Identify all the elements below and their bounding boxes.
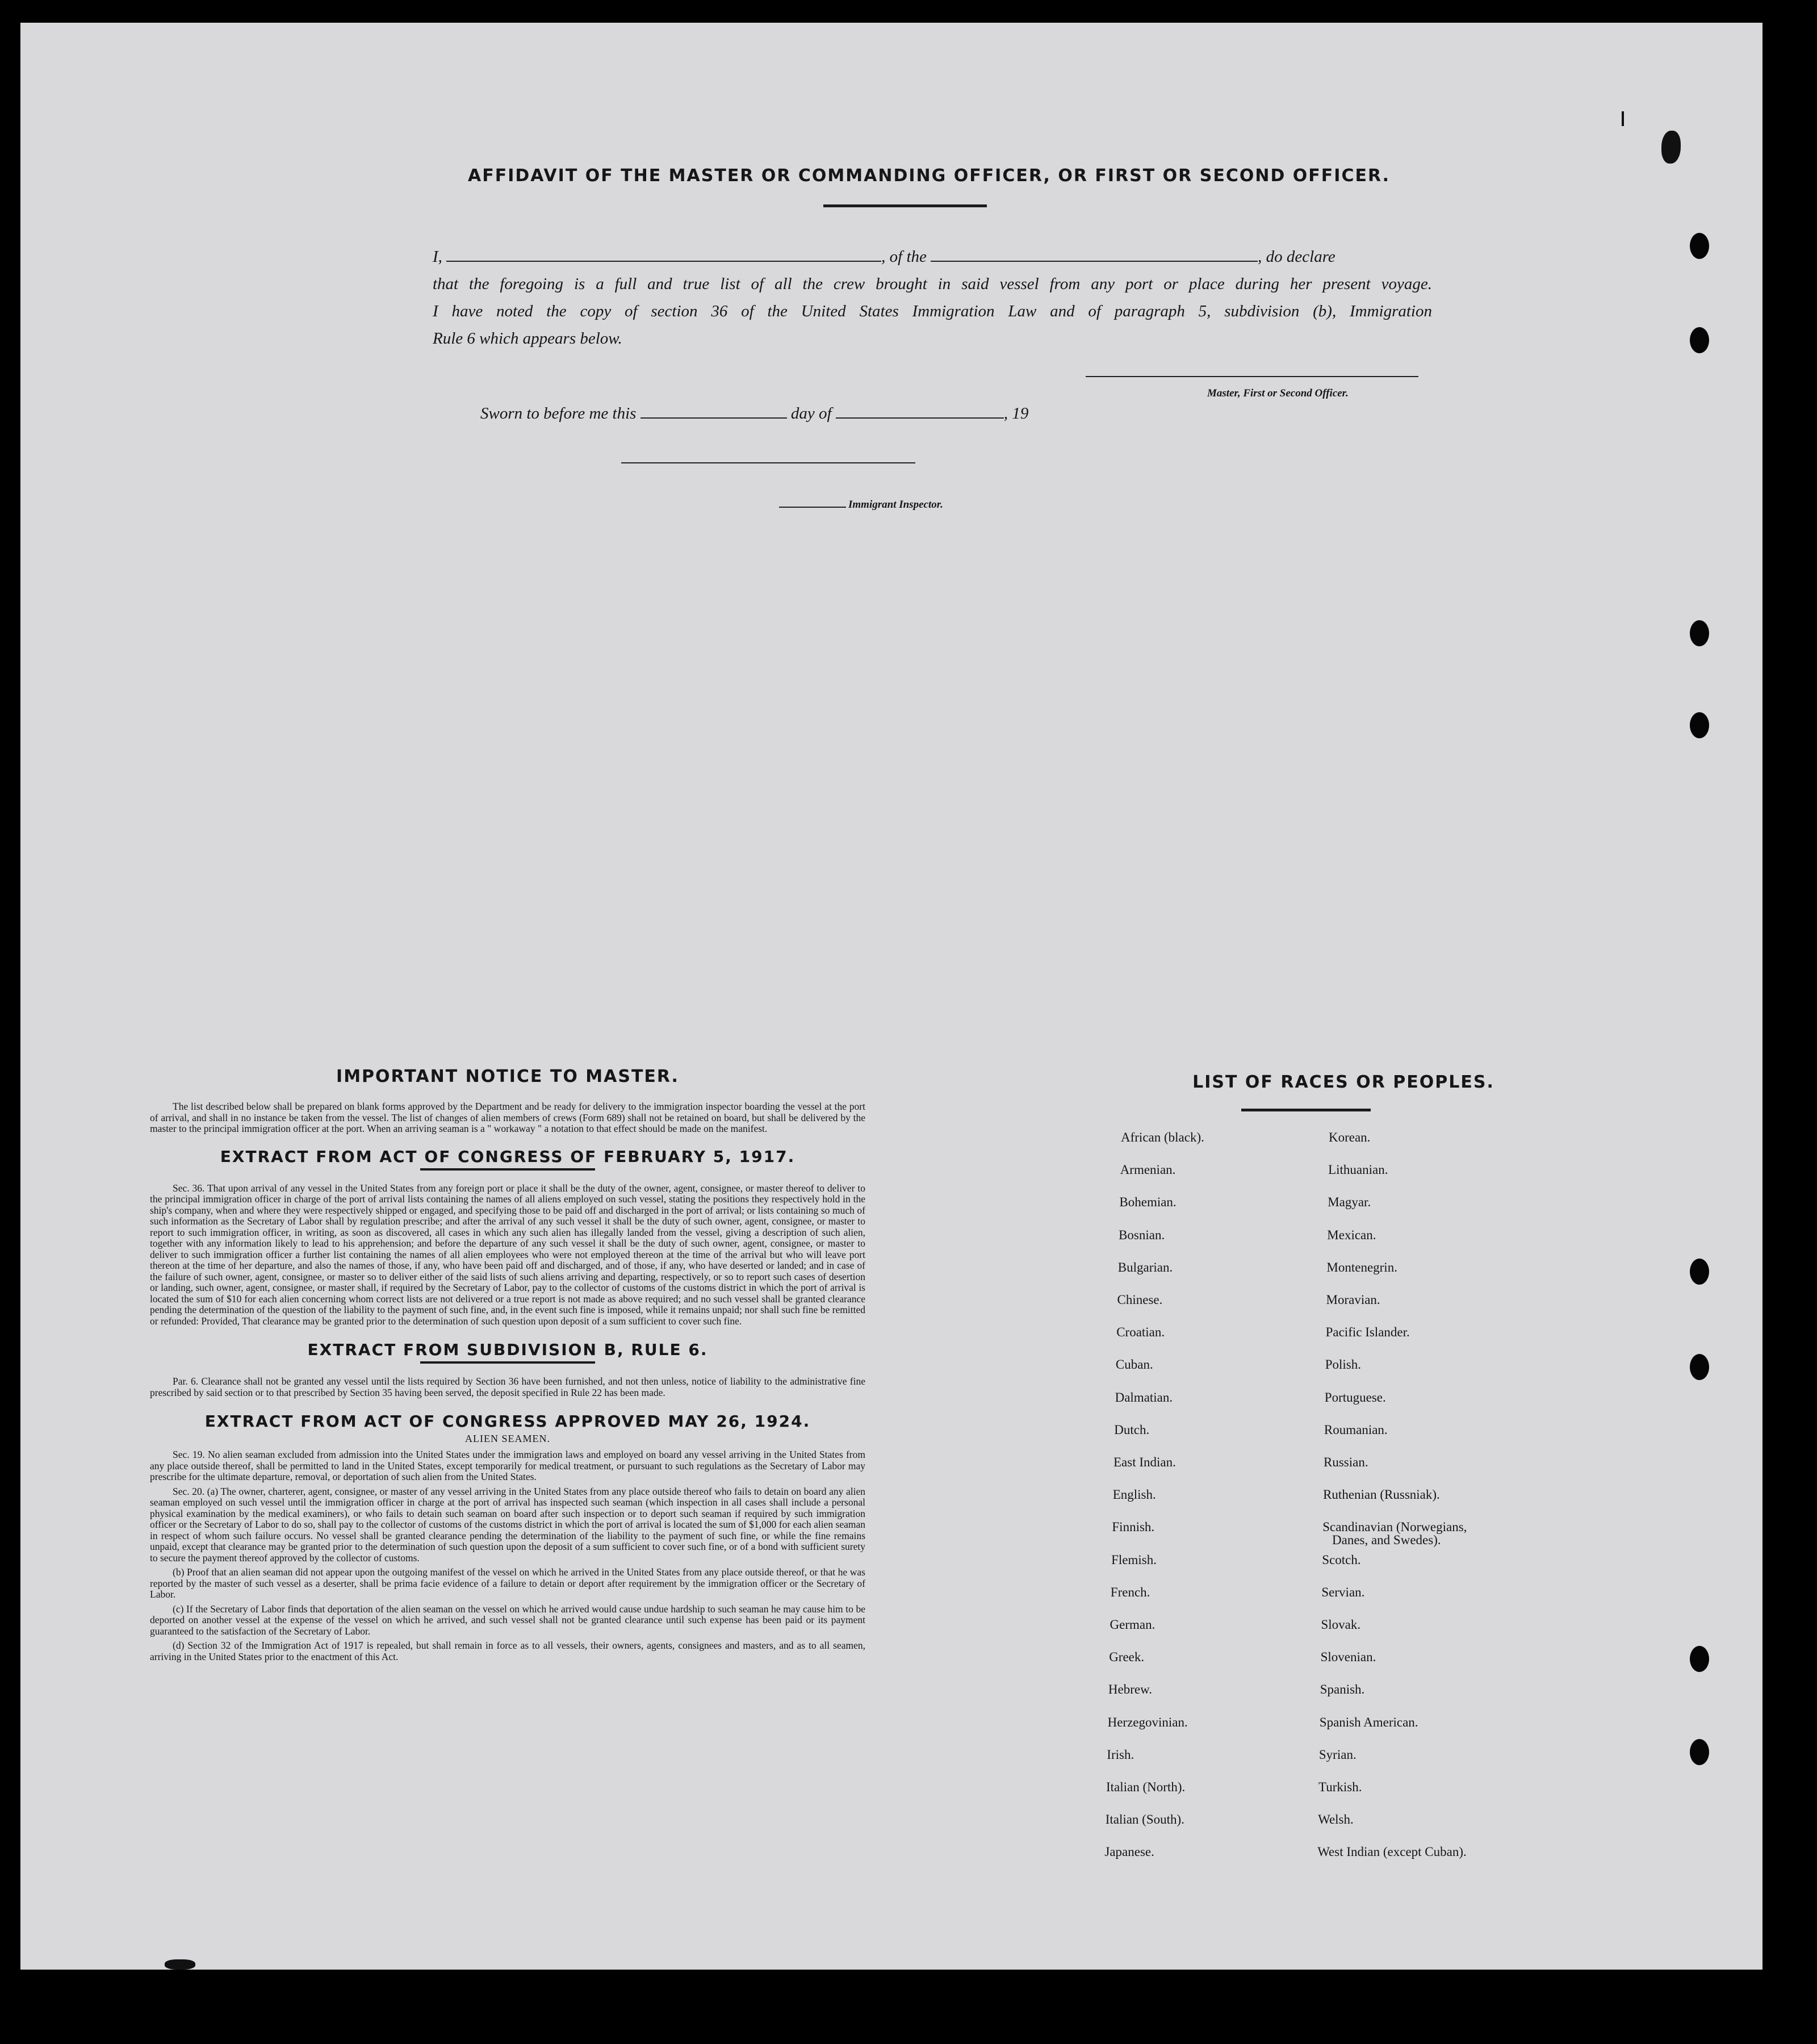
extract1-rule (420, 1168, 595, 1171)
sworn-label: Sworn to before me this (480, 404, 637, 423)
race-item: Italian (North). (1106, 1780, 1186, 1794)
race-item: Greek. (1109, 1650, 1145, 1665)
punch-hole (1690, 233, 1709, 259)
extract2-title: EXTRACT FROM SUBDIVISION B, RULE 6. (307, 1340, 708, 1359)
race-item: Turkish. (1318, 1780, 1362, 1794)
sec20a-body: Sec. 20. (a) The owner, charterer, agent, consignee, or master of any vessel arriving in the United States from any place outside thereof who fails to detain on board any alien seaman employed on such vessel until the immigration officer in charge at the port of arrival has inspected such seaman (which inspection in all cases shall include a personal physical examination by the medical examiners), or who fails to detain such seaman on board after such inspection or to deport such seaman if required by such immigration officer or the Secretary of Labor to do so, shall pay to the collector of customs of the customs district in which the port of arrival is located the sum of $1,000 for each alien seaman in respect of whom such failure occurs. No vessel shall be granted clearance pending the determination of the liability to the payment of such fine, or while the fine remains unpaid, except that clearance may be granted prior to the determination of such question upon the deposit of a sum sufficient to cover such fine, or of a bond with sufficient surety to secure the payment thereof approved by the collector of customs. (150, 1485, 865, 1564)
race-item: Polish. (1325, 1357, 1361, 1372)
notice-title: IMPORTANT NOTICE TO MASTER. (336, 1067, 679, 1086)
race-item: African (black). (1121, 1130, 1204, 1144)
race-item: Bulgarian. (1117, 1260, 1173, 1274)
race-item: German. (1110, 1617, 1155, 1632)
master-name-field[interactable] (446, 260, 881, 262)
race-item: Portuguese. (1324, 1390, 1386, 1405)
race-item: Finnish. (1112, 1520, 1155, 1535)
race-item: Slovak. (1321, 1617, 1361, 1632)
sworn-month-field[interactable] (836, 417, 1004, 419)
race-item: Dutch. (1114, 1422, 1150, 1437)
punch-hole (1690, 1646, 1709, 1672)
punch-hole (1690, 1259, 1709, 1285)
race-item: Moravian. (1326, 1293, 1380, 1307)
sec20c-body: (c) If the Secretary of Labor finds that deportation of the alien seaman on the vessel on which he arrived would cause undue hardship to such seaman he may cause him to be deported on another vessel at the expense of the vessel on which he arrived, and such vessel shall not be granted clearance until such expense has been paid or its payment guaranteed to the satisfaction of the Secretary of Labor. (150, 1603, 865, 1637)
form-sheet (20, 23, 1762, 1970)
race-item: Flemish. (1111, 1552, 1157, 1567)
race-item: Croatian. (1116, 1325, 1165, 1340)
day-of-label: day of (790, 404, 832, 423)
inspector-name-field[interactable] (779, 506, 846, 508)
extract3-subtitle: ALIEN SEAMEN. (465, 1433, 550, 1444)
extract2-body: Par. 6. Clearance shall not be granted any vessel until the lists required by Section 36 have been furnished, and not then unless, notice of liability to the administrative fine prescribed by said section or to that prescribed by Section 35 having been served, the deposit specified in Rule 22 has been made. (150, 1376, 865, 1398)
race-item: Herzegovinian. (1107, 1715, 1188, 1729)
punch-hole (1690, 327, 1709, 353)
race-item: Russian. (1324, 1455, 1368, 1469)
extract1-body: Sec. 36. That upon arrival of any vessel in the United States from any foreign port or place it shall be the duty of the owner, agent, consignee, or master thereof to deliver to the principal immigration officer in charge of the port of arrival lists containing the names of all aliens employed on such vessel, stating the positions they respectively hold in the ship's company, when and where they were respectively shipped or engaged, and specifying those to be paid off and discharged in the port of arrival; or lists containing so much of such information as the Secretary of Labor shall by regulation prescribe; and after the arrival of any such vessel it shall be the duty of such owner, agent, consignee, or master to report to such immigration officer, in writing, as soon as discovered, all cases in which any such alien has illegally landed from the vessel, giving a description of such alien, together with any information likely to lead to his apprehension; and before the departure of any such vessel it shall be the duty of such owner, agent, consignee, or master to deliver to such immigration officer a further list containing the names of all alien employees who were not employed thereon at the time of the arrival but who will leave port thereon at the time of her departure, and also the names of those, if any, who have been paid off and discharged, and of those, if any, who have deserted or landed; and in case of the failure of such owner, agent, consignee, or master so to deliver either of the said lists of such aliens arriving and departing, respectively, or so to report such cases of desertion or landing, such owner, agent, consignee, or master shall, if required by the Secretary of Labor, pay to the collector of customs of the customs district in which the port of arrival is located the sum of $10 for each alien concerning whom correct lists are not delivered or a true report is not made as above required; and no such vessel shall be granted clearance pending the determination of the question of the liability to the payment of such fine, and, in the event such fine is imposed, while it remains unpaid; nor shall such fine be remitted or refunded: Provided, That clearance may be granted prior to the determination of such question upon deposit of a sum sufficient to cover such fine. (150, 1182, 865, 1327)
affidavit-i-label: I, (433, 248, 442, 266)
vessel-name-field[interactable] (931, 260, 1258, 262)
inspector-signature-line[interactable] (621, 462, 915, 463)
notice-body: The list described below shall be prepared on blank forms approved by the Department and be ready for delivery to the immigration inspector boarding the vessel at the port of arrival, and shall in no instance be taken from the vessel. The list of changes of alien members of crews (Form 689) shall not be retained on board, but shall be delivered by the master to the principal immigration officer at the port. When an arriving seaman is a " workaway " a notation to that effect should be made on the manifest. (150, 1101, 865, 1134)
race-item: Armenian. (1120, 1163, 1176, 1177)
affidavit-of-the: , of the (881, 248, 927, 266)
extract2-rule (420, 1361, 595, 1364)
race-item: Montenegrin. (1326, 1260, 1397, 1274)
affidavit-body (433, 243, 1432, 352)
race-item: Pacific Islander. (1325, 1325, 1410, 1340)
affidavit-title: AFFIDAVIT OF THE MASTER OR COMMANDING OFFICER, OR FIRST OR SECOND OFFICER. (467, 166, 1391, 186)
race-item: Bosnian. (1119, 1227, 1165, 1242)
race-item: Scandinavian (Norwegians, (1322, 1520, 1467, 1535)
race-item: Italian (South). (1105, 1812, 1184, 1827)
corner-ink-mark (1622, 111, 1624, 126)
race-item: Spanish. (1320, 1682, 1365, 1697)
sec19-body: Sec. 19. No alien seaman excluded from admission into the United States under the immigration laws and employed on board any vessel arriving in the United States from any place outside thereof, shall be permitted to land in the United States, except temporarily for medical treatment, or pursuant to such regulations as the Secretary of Labor may prescribe for the ultimate departure, removal, or deportation of such alien from the United States. (150, 1449, 865, 1482)
race-item: Slovenian. (1320, 1650, 1376, 1665)
affidavit-line-1 (433, 243, 1432, 270)
extract1-title: EXTRACT FROM ACT OF CONGRESS OF FEBRUARY 5, 1917. (220, 1147, 796, 1166)
race-item: Hebrew. (1108, 1682, 1152, 1697)
sworn-day-field[interactable] (640, 417, 787, 419)
affidavit-do-declare: , do declare (1258, 248, 1335, 266)
race-item: French. (1110, 1585, 1150, 1599)
race-item: Lithuanian. (1328, 1163, 1388, 1177)
affidavit-title-rule (823, 204, 987, 207)
punch-hole (1690, 1739, 1709, 1765)
race-item: Syrian. (1318, 1747, 1357, 1762)
race-item: Magyar. (1328, 1195, 1371, 1210)
race-scandinavian-cont: Danes, and Swedes). (1332, 1533, 1441, 1547)
race-item: Ruthenian (Russniak). (1323, 1487, 1440, 1502)
race-item: Korean. (1329, 1130, 1371, 1144)
race-item: Spanish American. (1319, 1715, 1418, 1729)
master-signature-line[interactable] (1086, 376, 1418, 377)
race-item: Irish. (1107, 1747, 1134, 1762)
race-item: Dalmatian. (1115, 1390, 1173, 1405)
corner-ink-mark (1661, 131, 1681, 164)
punch-hole (1690, 712, 1709, 738)
affidavit-line-3: I have noted the copy of section 36 of the United States Immigration Law and of paragraph 5, subdivision (b), Immigration (433, 302, 1432, 320)
bottom-edge-smudge (165, 1959, 195, 1970)
inspector-caption: Immigrant Inspector. (848, 499, 943, 511)
race-item: English. (1112, 1487, 1156, 1502)
extract3-title: EXTRACT FROM ACT OF CONGRESS APPROVED MAY 26, 1924. (204, 1412, 811, 1431)
sec20b-body: (b) Proof that an alien seaman did not appear upon the outgoing manifest of the vessel on which he arrived in the United States from any place outside thereof, or that he was reported by the master of such vessel as a deserter, shall be prima facie evidence of a failure to detain or deport after requirement by the immigration officer or the Secretary of Labor. (150, 1566, 865, 1600)
sec20d-body: (d) Section 32 of the Immigration Act of 1917 is repealed, but shall remain in force as to all vessels, their owners, agents, consignees and masters, and as to all seamen, arriving in the United States prior to the enactment of this Act. (150, 1640, 865, 1662)
race-item: Servian. (1321, 1585, 1365, 1599)
punch-hole (1690, 1354, 1709, 1380)
year-prefix: , 19 (1003, 404, 1029, 423)
race-item: Mexican. (1327, 1227, 1376, 1242)
important-notice-section (150, 1067, 865, 1666)
race-item: Roumanian. (1324, 1422, 1388, 1437)
sworn-line (480, 404, 1028, 423)
affidavit-line-4: Rule 6 which appears below. (433, 329, 622, 348)
race-item: Scotch. (1322, 1552, 1361, 1567)
inspector-caption-row (779, 499, 943, 511)
race-item: Cuban. (1115, 1357, 1153, 1372)
race-item: West Indian (except Cuban). (1317, 1845, 1467, 1859)
races-title: LIST OF RACES OR PEOPLES. (1192, 1072, 1494, 1092)
race-item: Japanese. (1104, 1845, 1154, 1859)
affidavit-line-2: that the foregoing is a full and true list of all the crew brought in said vessel from any port or place during her present voyage. (433, 275, 1432, 293)
master-signature-caption: Master, First or Second Officer. (1207, 387, 1349, 399)
race-item: Chinese. (1117, 1293, 1163, 1307)
punch-hole (1690, 620, 1709, 646)
race-item: East Indian. (1113, 1455, 1176, 1469)
race-item: Welsh. (1318, 1812, 1354, 1827)
race-item: Bohemian. (1119, 1195, 1177, 1210)
races-title-rule (1241, 1109, 1371, 1111)
